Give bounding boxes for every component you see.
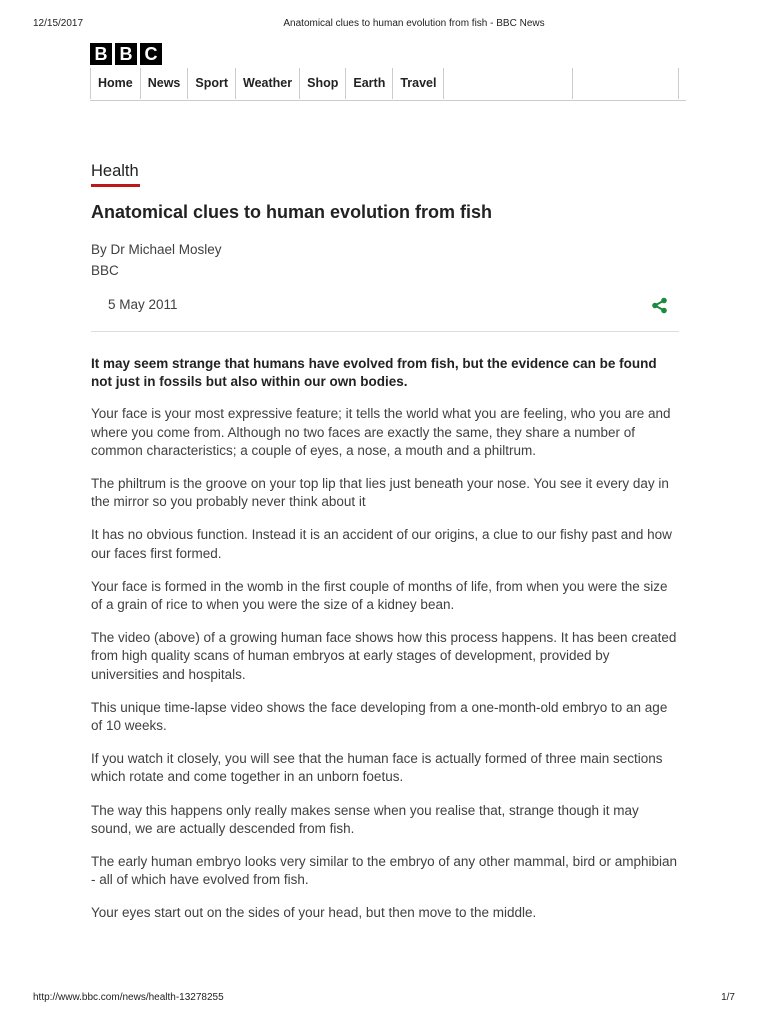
print-header <box>0 18 768 32</box>
article-date: 5 May 2011 <box>108 297 178 312</box>
section-underline <box>91 184 140 187</box>
print-page-title: Anatomical clues to human evolution from fish - BBC News <box>283 18 545 29</box>
nav-divider <box>572 68 573 99</box>
nav-item-home[interactable]: Home <box>90 68 140 99</box>
article-body <box>91 355 679 938</box>
main-navigation <box>90 68 686 101</box>
nav-item-sport[interactable]: Sport <box>187 68 235 99</box>
print-url: http://www.bbc.com/news/health-13278255 <box>33 992 224 1003</box>
print-date: 12/15/2017 <box>33 18 84 29</box>
article-paragraph: It has no obvious function. Instead it is an accident of our origins, a clue to our fishy past and how our faces first formed. <box>91 527 672 561</box>
nav-divider <box>678 68 679 99</box>
article-paragraph: The video (above) of a growing human face shows how this process happens. It has been created from high quality scans of human embryos at early stages of development, provided by universities and hospitals. <box>91 630 677 682</box>
article-headline: Anatomical clues to human evolution from fish <box>91 202 493 222</box>
logo-letter-b1: B <box>90 43 112 65</box>
article-paragraph: If you watch it closely, you will see that the human face is actually formed of three main sections which rotate and come together in an unborn foetus. <box>91 751 663 785</box>
nav-item-weather[interactable]: Weather <box>235 68 299 99</box>
byline <box>91 239 222 281</box>
nav-item-travel[interactable]: Travel <box>392 68 444 99</box>
logo-letter-c: C <box>140 43 162 65</box>
bbc-logo[interactable] <box>90 43 162 65</box>
logo-letter-b2: B <box>115 43 137 65</box>
article-paragraph: Your face is formed in the womb in the first couple of months of life, from when you were the size of a grain of rice to when you were the size of a kidney bean. <box>91 578 668 613</box>
nav-item-shop[interactable]: Shop <box>299 68 345 99</box>
byline-author: By Dr Michael Mosley <box>91 242 222 257</box>
article-paragraph: This unique time-lapse video shows the face developing from a one-month-old embryo to an age of 10 weeks. <box>91 699 668 734</box>
article-paragraph: The philtrum is the groove on your top lip that lies just beneath your nose. You see it every day in the mirror so you probably never think about it <box>91 476 669 510</box>
article-paragraph: The early human embryo looks very similar to the embryo of any other mammal, bird or amphibian - all of which have evolved from fish. <box>91 854 677 888</box>
share-button[interactable] <box>651 297 668 314</box>
article-intro: It may seem strange that humans have evolved from fish, but the evidence can be found not just in fossils but also within our own bodies. <box>91 356 657 390</box>
print-page-number: 1/7 <box>721 992 735 1003</box>
date-row <box>91 288 679 332</box>
article-paragraph: Your eyes start out on the sides of your head, but then move to the middle. <box>91 905 537 921</box>
nav-item-earth[interactable]: Earth <box>345 68 392 99</box>
share-icon <box>651 297 668 314</box>
nav-list <box>90 68 444 99</box>
nav-item-news[interactable]: News <box>140 68 188 99</box>
print-footer <box>0 992 768 1006</box>
section-link-health[interactable]: Health <box>91 162 139 180</box>
byline-source: BBC <box>91 263 119 278</box>
article-paragraph: Your face is your most expressive feature; it tells the world what you are feeling, who you are and where you come from. Although no two faces are exactly the same, they share a number of common characteristics; a couple of eyes, a nose, a mouth and a philtrum. <box>91 406 671 458</box>
article-paragraph: The way this happens only really makes sense when you realise that, strange though it may sound, we are actually descended from fish. <box>91 802 639 836</box>
